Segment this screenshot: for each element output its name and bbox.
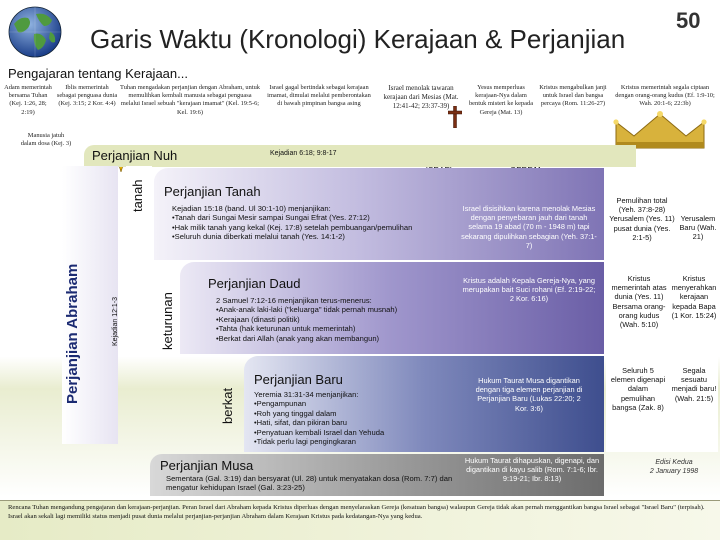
daud-gereja: Kristus adalah Kepala Gereja-Nya, yang merupakan bait Suci rohani (Ef. 2:19-22; 2 Kor. 6:16) (462, 276, 596, 304)
page-number: 50 (676, 8, 701, 33)
berkat-side-label: berkat (220, 387, 235, 424)
musa-label: Perjanjian Musa (160, 458, 254, 473)
tanah-label: Perjanjian Tanah (164, 184, 261, 199)
timeline-note: Iblis memerintah sebagai penguasa dunia (Kej. 3:15; 2 Kor. 4:4) (56, 84, 118, 108)
baru-body: Yeremia 31:31-34 menjanjikan: •Pengampunan •Roh yang tinggal dalam •Hati, sifat, dan pikiran baru •Penyatuan kembali Israel dan Yehuda •Tidak perlu lagi pengingkaran (254, 390, 385, 447)
daud-kerajaan: Kristus menyerahkan kerajaan kepada Bapa (1 Kor. 15:24) (671, 274, 717, 320)
subtitle: Pengajaran tentang Kerajaan... (8, 66, 188, 81)
musa-body: Sementara (Gal. 3:19) dan bersyarat (Ul. 28) untuk menyatakan dosa (Rom. 7:7) dan mengatur kehidupan Israel (Gal. 3:23-25) (166, 474, 453, 493)
baru-kerajaan: Segala sesuatu menjadi baru! (Wah. 21:5) (671, 366, 717, 403)
edition-note: Edisi Kedua 2 January 1998 (649, 459, 699, 475)
baru-mesias: Seluruh 5 elemen digenapi dalam pemulihan bangsa (Zak. 8) (610, 366, 666, 412)
tanah-mesias: Pemulihan total (Yeh. 37:8-28) Yerusalem (Yes. 11) pusat dunia (Yes. 2:1-5) (609, 196, 675, 242)
abraham-label: Perjanjian Abraham (64, 263, 81, 404)
timeline-note: Israel menolak tawaran kerajaan dari Mesias (Mat. 12:41-42; 23:37-39) (383, 84, 459, 110)
tanah-kerajaan: Yerusalem Baru (Wah. 21) (679, 214, 717, 242)
globe-icon (6, 4, 64, 60)
timeline-note: Kristus memerintah segala ciptaan dengan orang-orang kudus (Ef. 1:9-10; Wah. 20:1-6; 22:3b) (615, 84, 715, 108)
tanah-gereja: Israel disisihkan karena menolak Mesias dengan penyebaran jauh dari tanah selama 19 abad (70 m - 1948 m) tapi sekarang dipulihkan sebagian (Yeh. 37:1-7) (461, 204, 597, 250)
tanah-body: Kejadian 15:18 (band. Ul 30:1-10) menjanjikan: •Tanah dari Sungai Mesir sampai Sungai Efrat (Yes. 27:12) •Hak milik tanah yang kekal (Kej. 17:8) setelah pembuangan/pemulihan •Seluruh dunia diberkati melalui tanah (Yes. 14:1-2) (172, 204, 413, 242)
daud-label: Perjanjian Daud (208, 276, 301, 291)
timeline-note: Kristus mengabulkan janji untuk Israel dan bangsa percaya (Rom. 11:26-27) (539, 84, 607, 108)
timeline-note: Adam memerintah bersama Tuhan (Kej. 1:26, 28; 2:19) (4, 84, 52, 116)
cross-icon (448, 106, 462, 128)
timeline-note: Israel gagal bertindak sebagai kerajaan imamat, dimulai melalui pemberontakan di bawah pimpinan bangsa asing (267, 84, 371, 108)
daud-mesias: Kristus memerintah atas dunia (Yes. 11) Bersama orang-orang kudus (Wah. 5:10) (611, 274, 667, 330)
baru-gereja: Hukum Taurat Musa digantikan dengan tiga elemen perjanjian di Perjanjian Baru (Lukas 22:20; 2 Kor. 3:6) (475, 376, 583, 413)
fall-note: Manusia jatuh dalam dosa (Kej. 3) (20, 132, 72, 148)
tanah-side-label: tanah (130, 179, 145, 212)
timeline-note: Yesus memperluas kerajaan-Nya dalam bentuk misteri ke kepada Gereja (Mat. 13) (468, 84, 534, 116)
keturunan-side-label: keturunan (160, 292, 175, 350)
daud-body: 2 Samuel 7:12-16 menjanjikan terus-menerus: •Anak-anak laki-laki ("keluarga" tidak pernah musnah) •Kerajaan (dinasti politik) •Tahta (hak keturunan untuk memerintah) •Berkat dari Allah (anak yang akan membangun) (216, 296, 398, 343)
nuh-ref: Kejadian 6:18; 9:8-17 (270, 150, 337, 157)
timeline-note: Tuhan mengadakan perjanjian dengan Abraham, untuk memulihkan kembali manusia sebagai penguasa melalui Israel sebuah "kerajaan imamat" (Kel. 19:5-6; Kel. 19:6) (120, 84, 260, 116)
page-title: Garis Waktu (Kronologi) Kerajaan & Perjanjian (90, 24, 626, 54)
musa-gereja: Hukum Taurat dihapuskan, digenapi, dan digantikan di kayu salib (Rom. 7:1-6; Ibr. 9:19-21; Ibr. 8:13) (464, 456, 600, 484)
nuh-label: Perjanjian Nuh (92, 148, 178, 163)
crown-icon (612, 110, 708, 150)
baru-label: Perjanjian Baru (254, 372, 343, 387)
abraham-ref: Kejadian 12:1-3 (112, 296, 119, 346)
footer-text: Rencana Tuhan mengandung pengajaran dan kerajaan-perjanjian. Peran Israel dari Abraham kepada Kristus diperluas dengan menyelaraskan Gereja (kesatuan bangsa) walaupun Gereja tidak akan pernah menggantikan bangsa Israel sebagai "Israel Baru" (terpisah). Israel akan sekali lagi memiliki status menjadi pusat dunia melalui perjanjian-perjanjian Abraham dalam Kerajaan Kristus pada kedatangan-Nya yang kedua. (8, 504, 705, 520)
